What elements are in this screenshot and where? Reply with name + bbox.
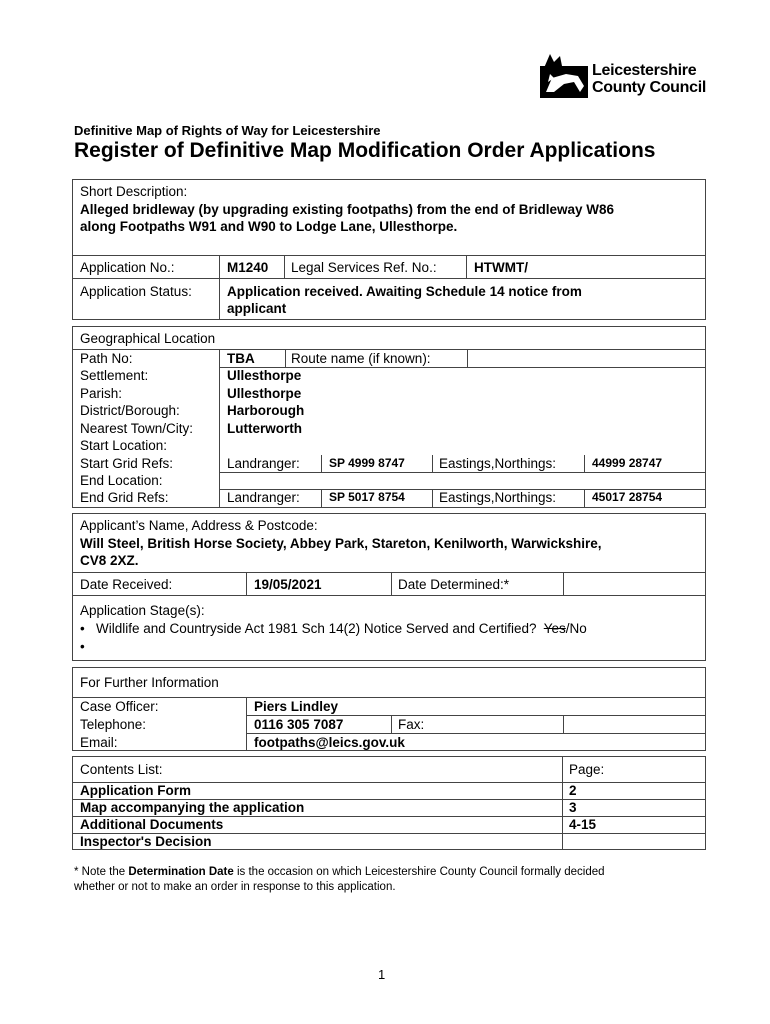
case-officer-value: Piers Lindley [254,699,339,714]
route-name-label: Route name (if known): [291,351,431,366]
note-prefix: * Note the [74,866,129,878]
fox-emblem-icon [540,52,590,98]
application-status-line-2: applicant [227,301,287,316]
date-received-label: Date Received: [80,577,173,592]
path-no-label: Path No: [80,351,133,366]
email-value[interactable]: footpaths@leics.gov.uk [254,735,405,750]
stage-item-1-text: Wildlife and Countryside Act 1981 Sch 14(2) Notice Served and Certified? [96,621,537,636]
nearest-town-value: Lutterworth [227,421,302,436]
council-logo [540,52,720,102]
start-location-label: Start Location: [80,438,168,453]
note-bold: Determination Date [128,866,234,878]
applicant-label: Applicant’s Name, Address & Postcode: [80,518,318,533]
parish-value: Ullesthorpe [227,386,302,401]
description-line-2: along Footpaths W91 and W90 to Lodge Lane, Ullesthorpe. [80,219,458,234]
contents-item-label: Inspector's Decision [80,834,212,849]
bullet-1: • [80,621,85,636]
application-status-label: Application Status: [80,284,192,299]
end-location-label: End Location: [80,473,163,488]
start-landranger-value: SP 4999 8747 [329,456,405,470]
date-received-value: 19/05/2021 [254,577,322,592]
contents-item-page: 2 [569,783,577,798]
application-no-value: M1240 [227,260,269,275]
legal-ref-value: HTWMT/ [474,260,528,275]
settlement-label: Settlement: [80,368,149,383]
end-eastings-value: 45017 28754 [592,490,663,504]
fax-label: Fax: [398,717,425,732]
contents-heading: Contents List: [80,762,163,777]
geographical-location-box [72,326,706,508]
telephone-value: 0116 305 7087 [254,717,344,732]
contents-item-page: 3 [569,800,577,815]
contents-list-box [72,756,706,850]
geo-heading: Geographical Location [80,331,216,346]
start-eastings-value: 44999 28747 [592,456,663,470]
document-supertitle: Definitive Map of Rights of Way for Leicestershire [74,123,381,138]
applicant-line-2: CV8 2XZ. [80,553,139,568]
applicant-box [72,513,706,661]
end-grid-label: End Grid Refs: [80,490,169,505]
district-label: District/Borough: [80,403,180,418]
further-information-box [72,667,706,751]
contents-page-heading: Page: [569,762,605,777]
description-line-1: Alleged bridleway (by upgrading existing footpaths) from the end of Bridleway W86 [80,202,615,217]
parish-label: Parish: [80,386,123,401]
page-number: 1 [378,967,386,982]
contents-item-page: 4-15 [569,817,597,832]
contents-item-label: Additional Documents [80,817,224,832]
description-label: Short Description: [80,184,188,199]
stage-item-2 [80,639,85,655]
stages-label: Application Stage(s): [80,603,205,618]
logo-line-2: County Council [592,79,707,96]
nearest-town-label: Nearest Town/City: [80,421,194,436]
case-officer-label: Case Officer: [80,699,159,714]
further-heading: For Further Information [80,675,219,690]
note-rest: is the occasion on which Leicestershire County Council formally decided [233,866,605,878]
start-grid-label: Start Grid Refs: [80,456,174,471]
stage-no: /No [565,621,587,636]
logo-line-1: Leicestershire [592,62,697,79]
path-no-value: TBA [227,351,255,366]
document-title: Register of Definitive Map Modification Order Applications [74,139,656,162]
end-landranger-value: SP 5017 8754 [329,490,405,504]
application-no-label: Application No.: [80,260,175,275]
stage-yes-struck: Yes [543,621,566,636]
contents-item-label: Application Form [80,783,191,798]
stage-item-1 [80,621,587,637]
application-status-line-1: Application received. Awaiting Schedule 14 notice from [227,284,582,299]
district-value: Harborough [227,403,305,418]
logo-text [592,62,706,96]
legal-ref-label: Legal Services Ref. No.: [291,260,437,275]
contents-item-label: Map accompanying the application [80,800,305,815]
telephone-label: Telephone: [80,717,147,732]
application-summary-box [72,179,706,320]
settlement-value: Ullesthorpe [227,368,302,383]
email-label: Email: [80,735,118,750]
note-line-2: whether or not to make an order in response to this application. [74,881,396,893]
bullet-2: • [80,639,85,654]
applicant-line-1: Will Steel, British Horse Society, Abbey Park, Stareton, Kenilworth, Warwickshire, [80,536,602,551]
end-eastings-label: Eastings,Northings: [439,490,557,505]
start-eastings-label: Eastings,Northings: [439,456,557,471]
end-landranger-label: Landranger: [227,490,300,505]
start-landranger-label: Landranger: [227,456,300,471]
date-determined-label: Date Determined:* [398,577,510,592]
determination-date-note [74,865,714,895]
